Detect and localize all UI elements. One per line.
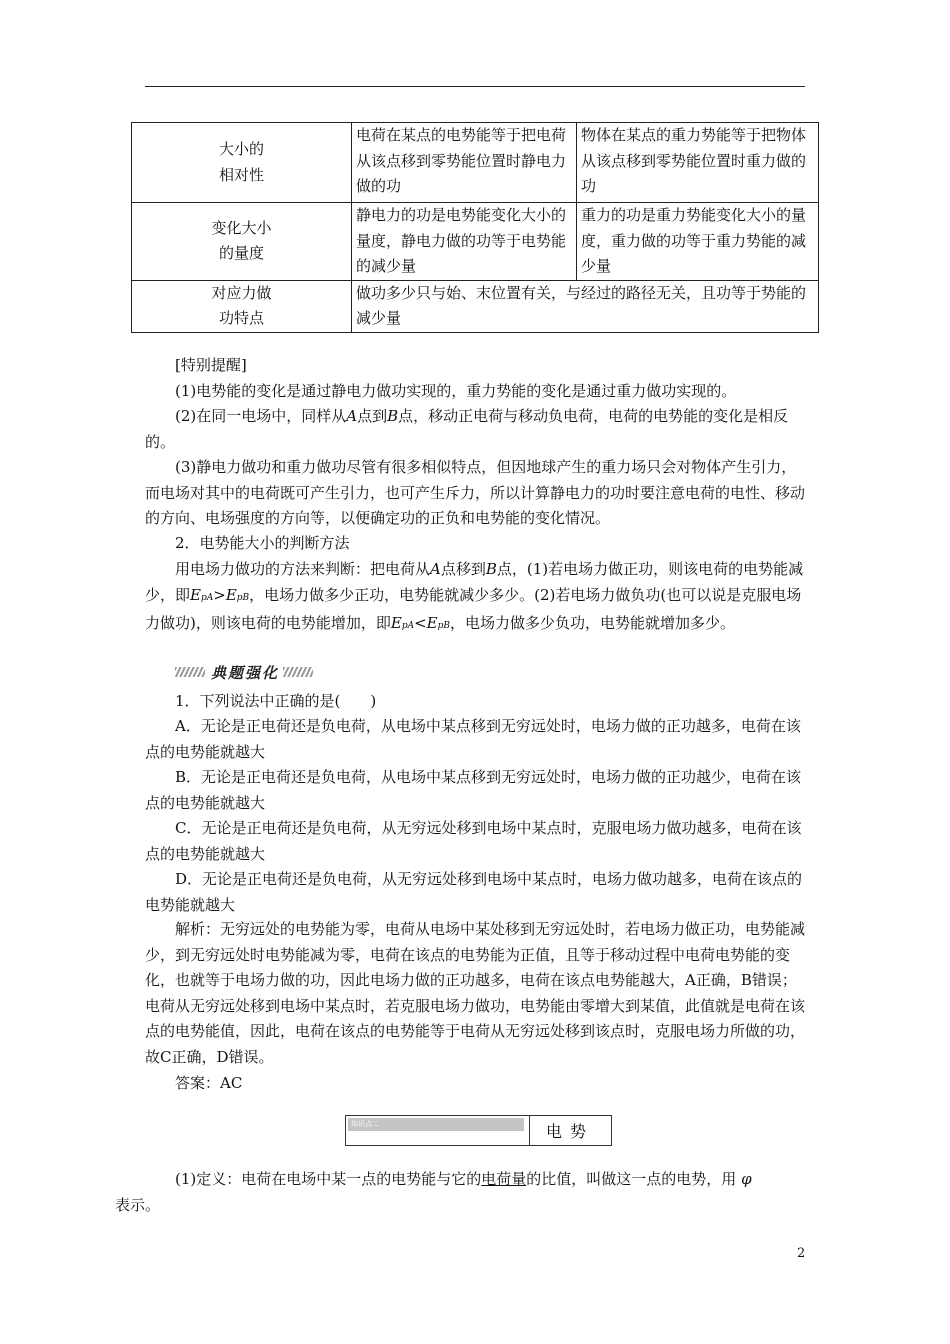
- divider: [529, 1116, 530, 1145]
- answer: 答案：AC: [175, 1074, 243, 1092]
- option-c: C．无论是正电荷还是负电荷，从无穷远处移到电场中某点时，克服电场力做功越多，电荷在该点的电势能就越大: [145, 819, 802, 863]
- page-number: 2: [797, 1246, 806, 1261]
- table-row: [132, 123, 819, 203]
- header-rule: [145, 86, 805, 87]
- option-b: B．无论是正电荷还是负电荷，从电场中某点移到无穷远处时，电场力做的正功越少，电荷在该点的电势能就越大: [145, 768, 802, 812]
- banner-stripes: [175, 667, 205, 677]
- question-stem: 1．下列说法中正确的是( ): [175, 692, 377, 710]
- option-d: D．无论是正电荷还是负电荷，从无穷远处移到电场中某点时，电场力做功越多，电荷在该点的电势能就越大: [145, 870, 803, 914]
- row-heading: 大小的 相对性: [132, 123, 352, 203]
- analysis: 解析：无穷远处的电势能为零，电荷从电场中某处移到无穷远处时，若电场力做正功，电势能减少，到无穷远处时电势能减为零，电荷在该点的电势能为正值，且等于移动过程中电荷电势能的变化，也就等于电场力做的功，因此电场力做的正功越多，电荷在该点电势能越大，A正确，B错误；电荷从无穷远处移到电场中某点时，若克服电场力做功，电势能由零增大到某值，此值就是电荷在该点的电势能值，因此，电荷在该点的电势能等于电荷从无穷远处移到该点时，克服电场力所做的功，故C正确，D错误。: [145, 920, 806, 1066]
- knowledge-tag: 知识点二: [348, 1118, 524, 1131]
- table-row: [132, 203, 819, 281]
- reminder-point-3: (3)静电力做功和重力做功尽管有很多相似特点，但因地球产生的重力场只会对物体产生引力，而电场对其中的电荷既可产生引力，也可产生斥力，所以计算静电力的功时要注意电荷的电性、移动的方向、电场强度的方向等，以便确定功的正负和电势能的变化情况。: [145, 458, 806, 527]
- reminder-point-2: (2)在同一电场中，同样从A点到B点，移动正电荷与移动负电荷，电荷的电势能的变化是相反的。: [145, 407, 789, 451]
- knowledge-point-header: [345, 1115, 612, 1146]
- gravity-cell: 重力的功是重力势能变化大小的量度，重力做的功等于重力势能的减少量: [577, 203, 819, 281]
- reminder-title: [特别提醒]: [175, 356, 247, 374]
- electric-cell: 静电力的功是电势能变化大小的量度，静电力做的功等于电势能的减少量: [352, 203, 577, 281]
- definition: (1)定义：电荷在电场中某一点的电势能与它的电荷量的比值，叫做这一点的电势，用 φ 表示。: [115, 1170, 752, 1214]
- table-row: [132, 280, 819, 332]
- method-heading: 2．电势能大小的判断方法: [175, 534, 350, 552]
- method-paragraph: 用电场力做功的方法来判断：把电荷从A点移到B点，(1)若电场力做正功，则该电荷的电势能减少，即EpA>EpB，电场力做多少正功，电势能就减少多少。(2)若电场力做负功(也可以说是克服电场力做功)，则该电荷的电势能增加，即EpA<EpB，电场力做多少负功，电势能就增加多少。: [145, 560, 804, 632]
- row-heading: 对应力做 功特点: [132, 280, 352, 332]
- banner-stripes: [283, 667, 313, 677]
- electric-cell: 电荷在某点的电势能等于把电荷从该点移到零势能位置时静电力做的功: [352, 123, 577, 203]
- practice-banner: [175, 664, 315, 680]
- gravity-cell: 物体在某点的重力势能等于把物体从该点移到零势能位置时重力做的功: [577, 123, 819, 203]
- option-a: A．无论是正电荷还是负电荷，从电场中某点移到无穷远处时，电场力做的正功越多，电荷在该点的电势能就越大: [145, 717, 801, 761]
- reminder-point-1: (1)电势能的变化是通过静电力做功实现的，重力势能的变化是通过重力做功实现的。: [175, 382, 737, 400]
- comparison-table: [131, 122, 819, 333]
- merged-cell: 做功多少只与始、末位置有关，与经过的路径无关，且功等于势能的减少量: [352, 280, 819, 332]
- knowledge-title: 电势: [546, 1122, 595, 1141]
- banner-label: 典题强化: [211, 664, 280, 682]
- row-heading: 变化大小 的量度: [132, 203, 352, 281]
